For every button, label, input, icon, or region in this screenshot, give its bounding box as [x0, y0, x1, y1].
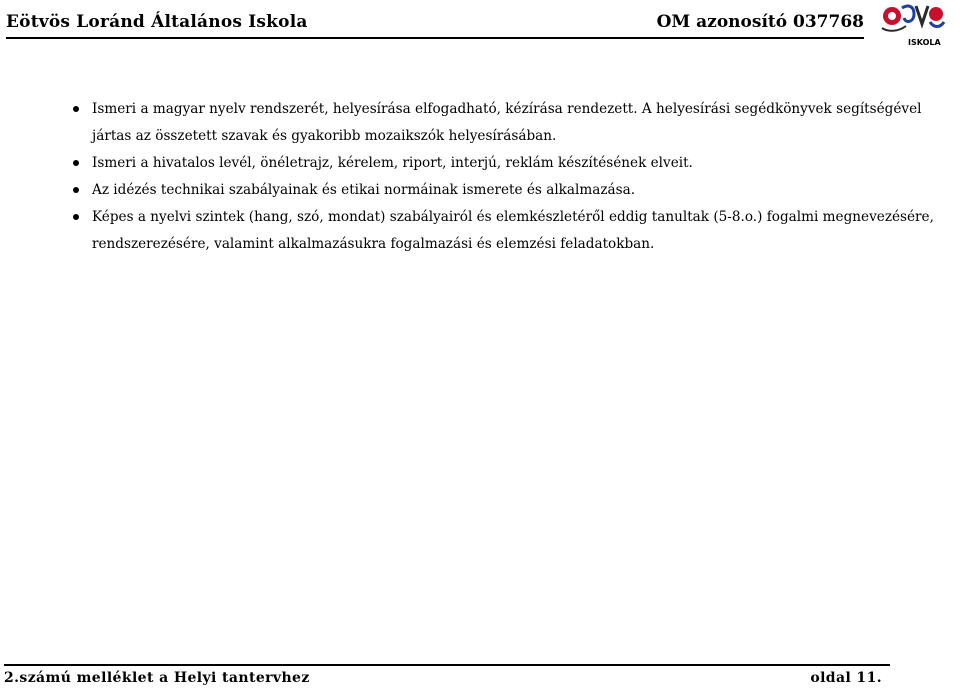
- bullet-icon: [73, 160, 79, 166]
- list-item: Ismeri a magyar nyelv rendszerét, helyesírása elfogadható, kézírása rendezett. A helyesírási segédkönyvek segítségével jártas az összetett szavak és gyakoribb mozaikszók helyesírásában.: [72, 96, 942, 150]
- list-item: Képes a nyelvi szintek (hang, szó, mondat) szabályairól és elemkészletéről eddig tanultak (5-8.o.) fogalmi megnevezésére, rendszerezésére, valamint alkalmazásukra fogalmazási és elemzési feladatokban.: [72, 204, 942, 258]
- logo-blue-stroke: [902, 6, 914, 21]
- school-name: Eötvös Loránd Általános Iskola: [6, 12, 308, 32]
- bullet-icon: [73, 106, 79, 112]
- om-id: OM azonosító 037768: [656, 12, 864, 32]
- bullet-icon: [73, 214, 79, 220]
- list-item: Az idézés technikai szabályainak és etikai normáinak ismerete és alkalmazása.: [72, 177, 942, 204]
- logo-text: ISKOLA: [908, 38, 941, 47]
- document-body: [72, 96, 942, 258]
- list-item: Ismeri a hivatalos levél, önéletrajz, kérelem, riport, interjú, reklám készítésének elveit.: [72, 150, 942, 177]
- header-rule: [6, 37, 864, 39]
- bullet-icon: [73, 187, 79, 193]
- page-header: [0, 0, 960, 52]
- school-logo: [878, 2, 950, 50]
- page-number: oldal 11.: [810, 670, 882, 686]
- page-footer: [0, 662, 960, 689]
- logo-red-circle: [929, 7, 943, 21]
- requirements-list: [72, 96, 942, 258]
- footer-annex-label: 2.számú melléklet a Helyi tantervhez: [4, 670, 310, 686]
- logo-dark-stroke: [916, 6, 928, 24]
- footer-rule: [4, 664, 890, 666]
